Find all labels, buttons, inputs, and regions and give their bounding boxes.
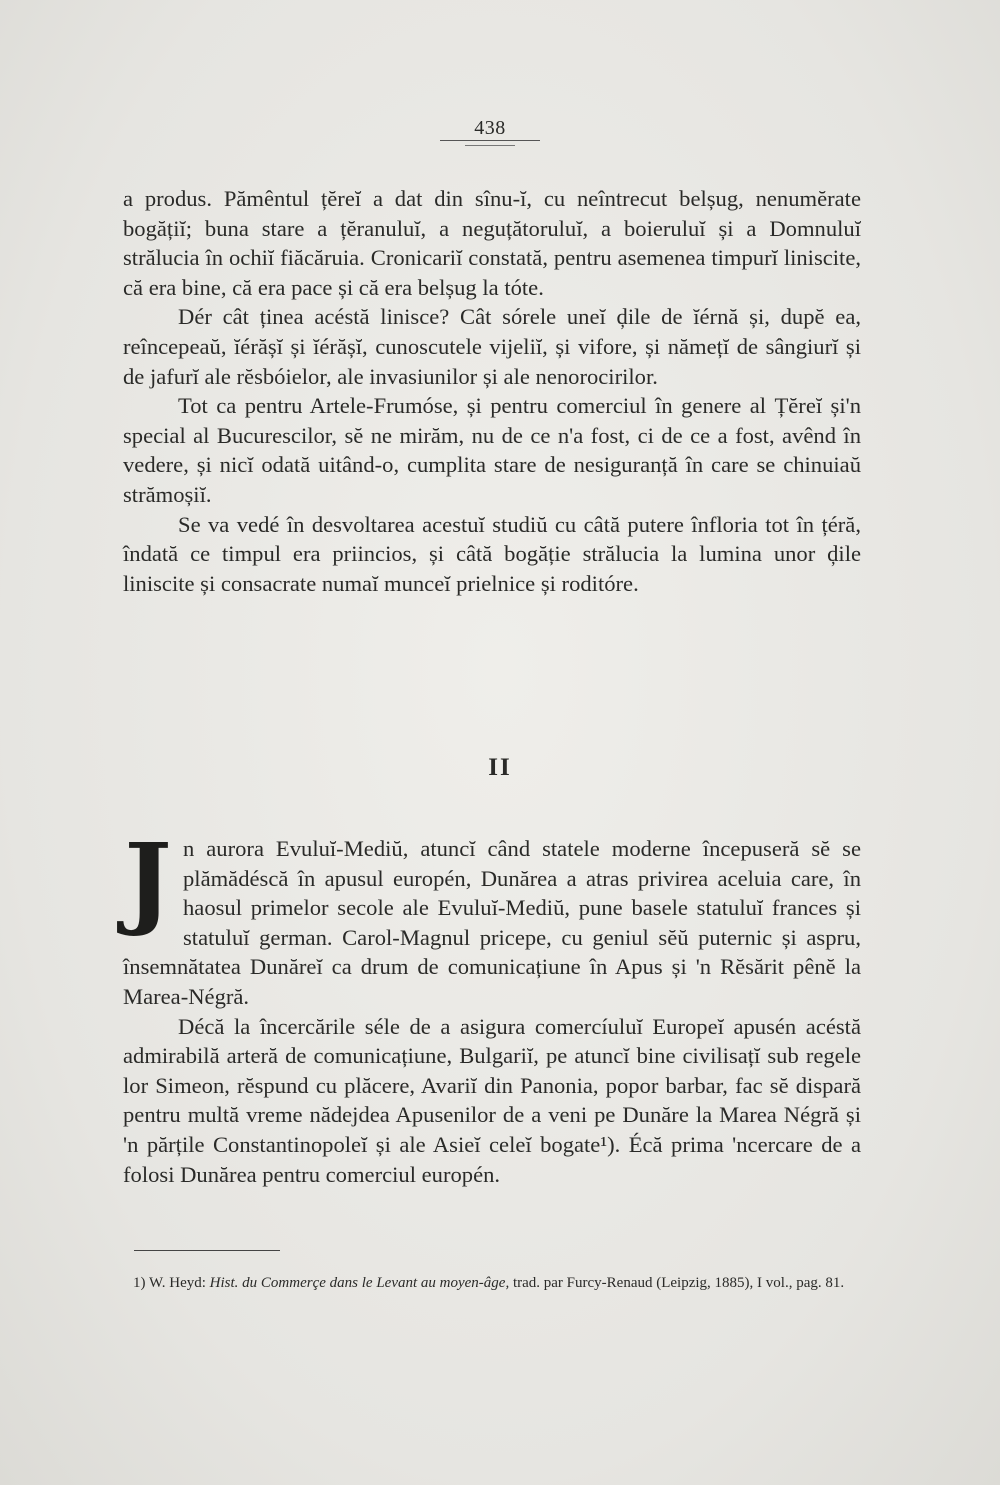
- paragraph-with-drop-cap: [123, 821, 861, 1012]
- section-heading: II: [488, 754, 512, 781]
- footnote-marker: 1) W. Heyd:: [133, 1275, 206, 1291]
- page-number-rule-short: [465, 145, 515, 146]
- footnote-rule: [134, 1250, 280, 1251]
- footnote-title: Hist. du Commerçe dans le Levant au moyen-âge,: [209, 1275, 510, 1291]
- top-text-block: [123, 184, 861, 598]
- page-number: 438: [474, 117, 506, 139]
- paragraph: Se va vedé în desvoltarea acestuĭ studiŭ cu câtă putere înfloria tot în țéră, îndată ce timpul era priincios, și câtă bogăție strălucia la lumina unor ḑile liniscite și consacrate numaĭ munceĭ prielnice și roditóre.: [123, 511, 861, 596]
- paragraph: Tot ca pentru Artele-Frumóse, și pentru comerciul în genere al Țĕreĭ și'n special al Bucurescilor, sĕ ne mirăm, nu de ce n'a fost, ci de ce a fost, avênd în vedere, și nicĭ odată uitând-o, cumplita stare de nesiguranță în care se chinuiaŭ strămoșiĭ.: [123, 393, 861, 507]
- footnote-citation: trad. par Furcy-Renaud (Leipzig, 1885), I vol., pag. 81.: [512, 1275, 845, 1291]
- lower-text-block: [123, 821, 861, 1189]
- paragraph: Dér cât ținea acéstă linisce? Cât sórele uneĭ ḑile de ĭérnă și, dupĕ ea, reîncepeaŭ, ĭérășĭ și ĭérășĭ, cunoscutele vijeliĭ, și vifore, și nămețĭ de sângiurĭ și de jafurĭ ale rĕsbóielor, ale invasiunilor și ale nenorocirilor.: [123, 304, 861, 389]
- paragraph-text: n aurora Evuluĭ-Mediŭ, atuncĭ când statele moderne începuseră sĕ se plămădéscă în apusul europén, Dunărea a atras privirea aceluia care, în haosul primelor secole ale Evuluĭ-Mediŭ, pune basele statuluĭ frances și statuluĭ german. Carol-Magnul pricepe, cu geniul sĕŭ puternic și aspru, însemnătatea Dunăreĭ ca drum de comunicațiune în Apus și 'n Rĕsărit pênĕ la Marea-Négră.: [123, 836, 861, 1009]
- page-number-rule: [440, 140, 540, 141]
- paragraph: a produs. Pămêntul țĕreĭ a dat din sînu-ĭ, cu neîntrecut belșug, nenumĕrate bogățiĭ; buna stare a țĕranuluĭ, a neguțătoruluĭ, a boieruluĭ și a Domnuluĭ strălucia în ochiĭ fiăcăruia. Cronicariĭ constată, pentru asemenea timpurĭ liniscite, că era bine, că era pace și că era belșug la tóte.: [123, 186, 861, 300]
- drop-cap-letter: J: [124, 821, 172, 939]
- paragraph: Décă la încercările séle de a asigura comercíuluĭ Europeĭ apusén acéstă admirabilă arteră de comunicațiune, Bulgariĭ, pe atuncĭ bine civilisațĭ sub regele lor Simeon, rĕspund cu plăcere, Avariĭ din Panonia, popor barbar, fac sĕ dispară pentru multă vreme nădejdea Apusenilor de a veni pe Dunăre la Marea Négră și 'n părțile Constantinopoleĭ și ale Asieĭ celeĭ bogate¹). Écă prima 'ncercare de a folosi Dunărea pentru comerciul europén.: [123, 1013, 861, 1187]
- footnote: [133, 1272, 861, 1294]
